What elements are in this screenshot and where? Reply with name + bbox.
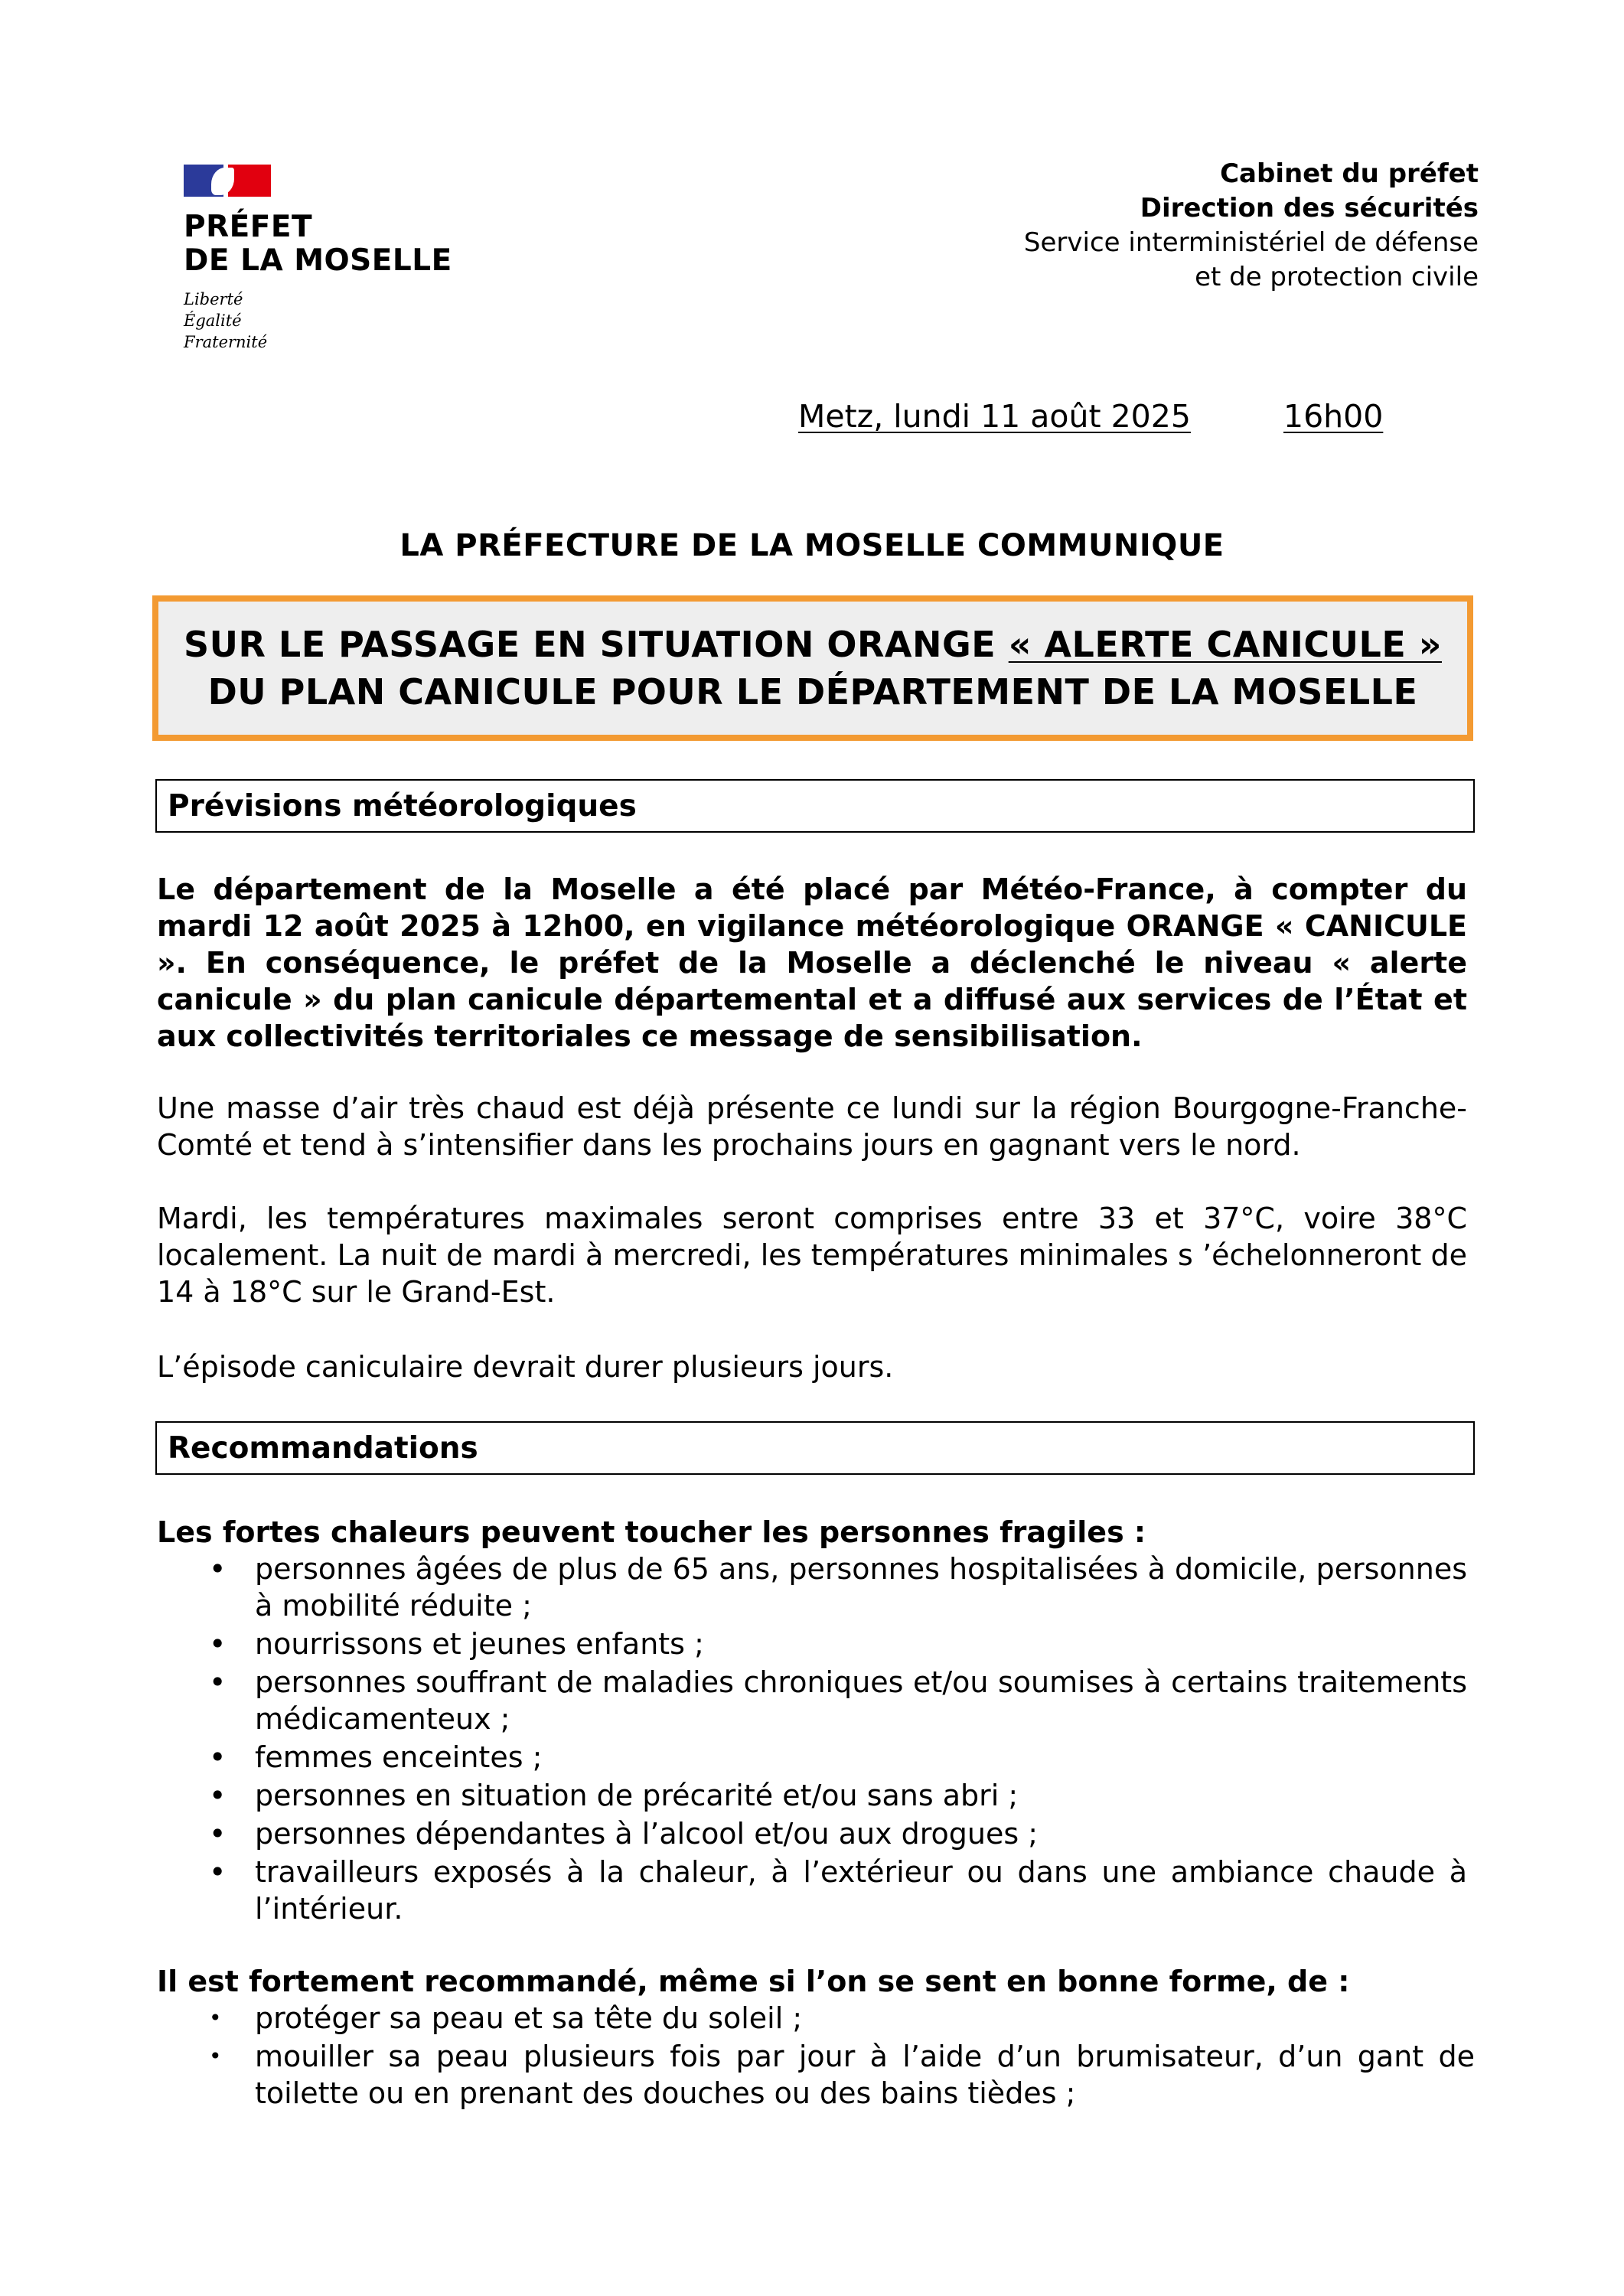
bullet-icon: • [209,1817,227,1851]
list-item-text: personnes âgées de plus de 65 ans, personnes hospitalisées à domicile, personnes à mobilité réduite ; [255,1552,1467,1623]
list-item [157,2038,1475,2112]
list-item-text: personnes dépendantes à l’alcool et/ou aux drogues ; [255,1817,1039,1851]
paragraph-temperatures: Mardi, les températures maximales seront comprises entre 33 et 37°C, voire 38°C localement. La nuit de mardi à mercredi, les températures minimales s ’échelonneront de 14 à 18°C sur le Grand-Est. [157,1202,1467,1309]
alert-title-line1 [184,621,1442,668]
document-time: 16h00 [1283,398,1384,435]
list-item [157,1777,1467,1814]
header-service-line2: et de protection civile [1195,262,1479,292]
document-date: Metz, lundi 11 août 2025 [798,398,1191,435]
motto-fraternite: Fraternité [184,333,268,351]
alert-title-line2: DU PLAN CANICULE POUR LE DÉPARTEMENT DE LA MOSELLE [207,671,1418,713]
issuer-header [1024,157,1479,295]
logo-motto [184,289,459,353]
paragraph-vigilance: Le département de la Moselle a été placé par Météo-France, à compter du mardi 12 août 2025 à 12h00, en vigilance météorologique ORANGE « CANICULE ». En conséquence, le préfet de la Moselle a déclenché le niveau « alerte canicule » du plan canicule départemental et a diffusé aux services de l’État et aux collectivités territoriales ce message de sensibilisation. [157,872,1467,1053]
recommandations-list [157,2000,1475,2113]
communique-heading: LA PRÉFECTURE DE LA MOSELLE COMMUNIQUE [399,528,1225,563]
marianne-flag-icon [184,165,271,197]
list-item [157,1854,1467,1927]
motto-liberte: Liberté [184,290,243,308]
bullet-icon: • [209,1627,227,1661]
bullet-icon: • [209,2005,222,2030]
alert-title-prefix: SUR LE PASSAGE EN SITUATION ORANGE [184,624,1009,665]
list-item [157,1815,1467,1852]
logo-title-line2: DE LA MOSELLE [184,243,452,278]
paragraph-duree: L’épisode caniculaire devrait durer plusieurs jours. [157,1350,894,1384]
list-item [157,1626,1467,1662]
list-item-text: travailleurs exposés à la chaleur, à l’extérieur ou dans une ambiance chaude à l’intérieur. [255,1855,1467,1926]
list-item [157,1664,1467,1737]
bullet-icon: • [209,1665,227,1699]
motto-egalite: Égalité [184,311,242,330]
list-item [157,2000,1475,2037]
list-item [157,1739,1467,1776]
list-item-text: personnes en situation de précarité et/ou sans abri ; [255,1779,1019,1812]
bullet-icon: • [209,1740,227,1774]
recommandations-heading: Il est fortement recommandé, même si l’on se sent en bonne forme, de : [157,1965,1350,1998]
list-item-text: femmes enceintes ; [255,1740,543,1774]
list-item [157,1551,1467,1624]
header-cabinet: Cabinet du préfet [1220,158,1479,189]
list-item-text: mouiller sa peau plusieurs fois par jour à l’aide d’un brumisateur, d’un gant de toilette ou en prenant des douches ou des bains tièdes ; [255,2040,1475,2110]
section-heading-recommandations: Recommandations [155,1421,1475,1475]
bullet-icon: • [209,1552,227,1586]
prefecture-logo [184,165,459,353]
alert-title-box [152,595,1473,741]
list-item-text: nourrissons et jeunes enfants ; [255,1627,704,1661]
bullet-icon: • [209,2043,222,2069]
bullet-icon: • [209,1855,227,1889]
list-item-text: personnes souffrant de maladies chroniques et/ou soumises à certains traitements médicamenteux ; [255,1665,1467,1736]
list-item-text: protéger sa peau et sa tête du soleil ; [255,2001,803,2035]
bullet-icon: • [209,1779,227,1812]
paragraph-masse-air: Une masse d’air très chaud est déjà présente ce lundi sur la région Bourgogne-Franche-Comté et tend à s’intensifier dans les prochains jours en gagnant vers le nord. [157,1091,1467,1162]
alert-title-highlight: « ALERTE CANICULE » [1008,624,1442,665]
header-direction: Direction des sécurités [1140,193,1479,223]
section-heading-previsions: Prévisions météorologiques [155,779,1475,833]
logo-title [184,210,459,278]
header-service-line1: Service interministériel de défense [1023,227,1479,258]
logo-title-line1: PRÉFET [184,210,313,244]
fragiles-list [157,1551,1467,1929]
fragiles-heading: Les fortes chaleurs peuvent toucher les personnes fragiles : [157,1515,1146,1549]
